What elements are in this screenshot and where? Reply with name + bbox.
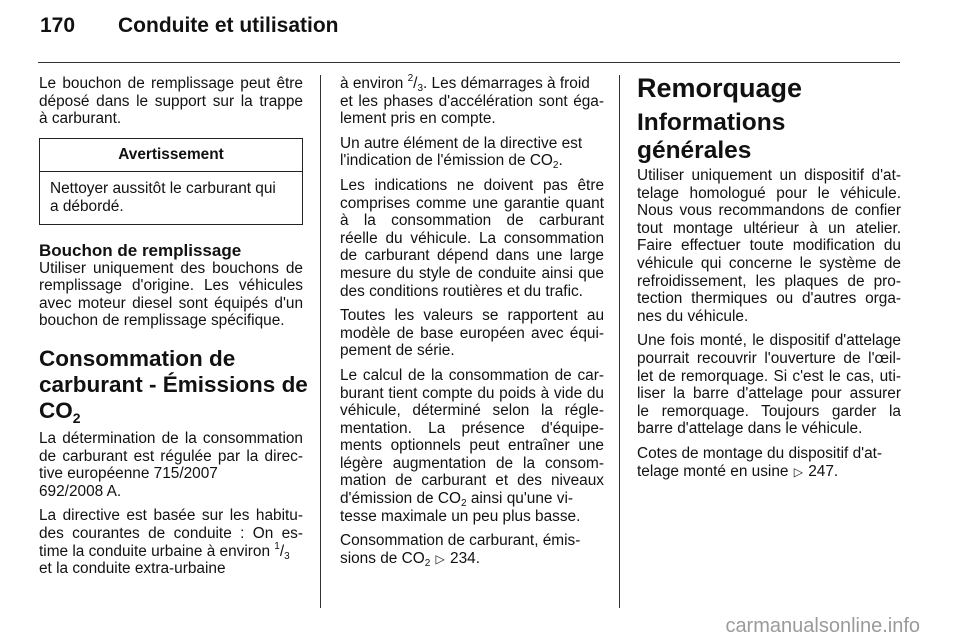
towing-heading: Remorquage bbox=[637, 73, 803, 103]
page-reference-arrow-icon: ▷ bbox=[793, 464, 803, 479]
directive-paragraph: La détermination de la consommation de carburant est régulée par la direc- tive européenne 715/2007 692/2008 A. bbox=[39, 429, 303, 500]
page-reference-link[interactable]: 247. bbox=[808, 462, 839, 480]
intro-paragraph: Le bouchon de remplissage peut être déposé dans le support sur la trappe à carburant. bbox=[39, 75, 303, 128]
consumption-heading: Consommation de carburant - Émissions de $CO_2$ bbox=[39, 345, 308, 426]
filler-cap-paragraph: Utiliser uniquement des bouchons de remplissage d'origine. Les véhicules avec moteur diesel sont équipés d'un bouchon de remplissage spécifique. bbox=[39, 259, 303, 330]
base-model-paragraph: Toutes les valeurs se rapportent au modèle de base européen avec équi- pement de série. bbox=[340, 307, 604, 360]
mounting-dimensions-paragraph: Cotes de montage du dispositif d'at- telage monté en usine ▷ 247. bbox=[637, 444, 883, 480]
column-1 bbox=[39, 75, 308, 585]
warning-box bbox=[39, 138, 303, 225]
driving-habits-paragraph: La directive est basée sur les habitu- des courantes de conduite : On es- time la conduite urbaine à environ $^1/_3$ et la conduite extra-urbaine bbox=[39, 507, 303, 578]
page-reference-link[interactable]: 234. bbox=[450, 549, 481, 567]
towing-eye-paragraph: Une fois monté, le dispositif d'attelage pourrait recouvrir l'ouverture de l'œil- let de remorquage. Si c'est le cas, uti- liser la barre d'attelage pour assurer le remorquage. Toujours garder la barre d'attelage dans le véhicule. bbox=[637, 332, 901, 438]
consumption-reference-paragraph: Consommation de carburant, émis- sions de $CO_2$ ▷ 234. bbox=[340, 532, 581, 569]
watermark: carmanualsonline.info bbox=[725, 615, 920, 637]
column-2 bbox=[340, 75, 604, 575]
column-divider bbox=[619, 75, 620, 608]
column-divider bbox=[320, 75, 321, 608]
calculation-paragraph: Le calcul de la consommation de car- burant tient compte du poids à vide du véhicule, déterminé selon la régle- mentation. La présence d'équipe- ments optionnels peut entraîner une légère augmentation de la consom- mation de carburant et des niveaux d'émission de $CO_2$ ainsi qu'une vi- tesse maximale un peu plus basse. bbox=[340, 366, 604, 525]
column-3 bbox=[637, 75, 901, 488]
header-rule bbox=[38, 62, 900, 63]
page-reference-arrow-icon: ▷ bbox=[435, 551, 445, 566]
filler-cap-heading: Bouchon de remplissage bbox=[39, 240, 242, 260]
page-number: 170 bbox=[40, 14, 76, 37]
emission-indication-paragraph: Un autre élément de la directive est l'indication de l'émission de $CO_2$. bbox=[340, 134, 583, 172]
warning-title: Avertissement bbox=[40, 139, 302, 173]
guarantee-paragraph: Les indications ne doivent pas être comprises comme une garantie quant à la consommation de carburant réelle du véhicule. La consommation de carburant dépend dans une large mesure du style de conduite ainsi que des conditions routières et du trafic. bbox=[340, 176, 604, 300]
warning-text: Nettoyer aussitôt le carburant qui a débordé. bbox=[50, 180, 276, 215]
section-title: Conduite et utilisation bbox=[118, 14, 339, 37]
extra-urban-paragraph: à environ $^2/_3$. Les démarrages à froid et les phases d'accélération sont éga- lement pris en compte. bbox=[340, 73, 604, 128]
general-info-heading: Informations générales bbox=[637, 109, 786, 164]
hitch-paragraph: Utiliser uniquement un dispositif d'at- telage homologué pour le véhicule. Nous vous recommandons de confier tout montage ultérieur à un atelier. Faire effectuer toute modification du véhicule qui concerne le système de refroidissement, les plaques de pro- tection thermiques ou d'autres orga- nes du véhicule. bbox=[637, 167, 901, 325]
